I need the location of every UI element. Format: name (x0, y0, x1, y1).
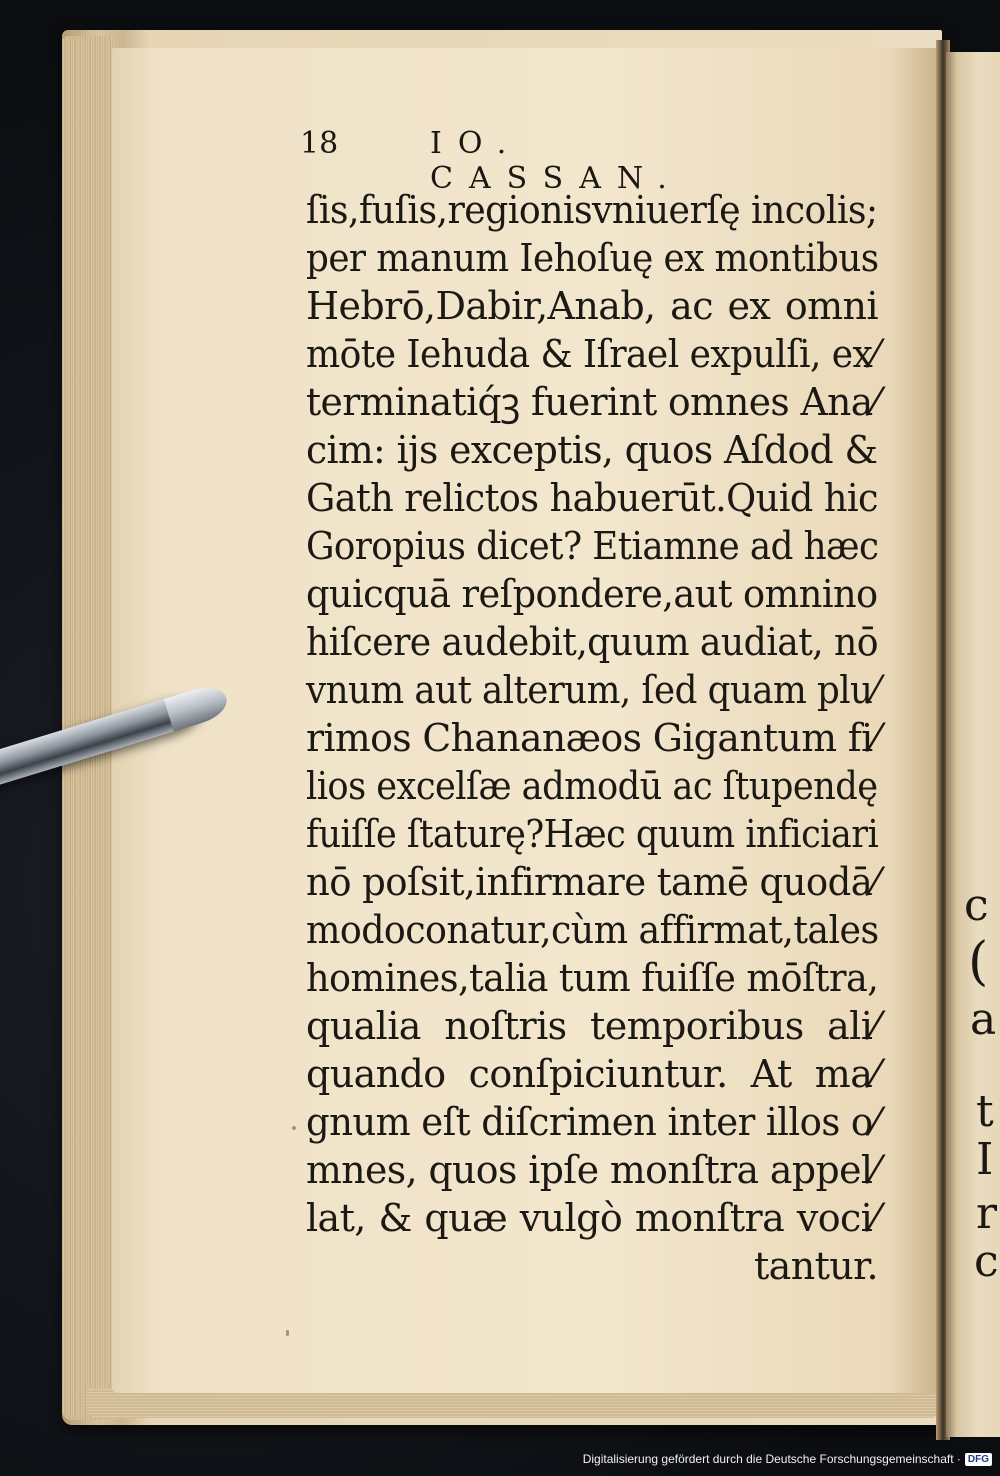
text-line: nō poſsit,infirmare tamē quodā⁄ (306, 860, 878, 904)
page-header (300, 126, 760, 196)
right-page-fragment: c (964, 880, 989, 931)
text-line: cim: ijs exceptis, quos Aſdod & (306, 428, 878, 472)
right-page-sliver (946, 52, 1000, 1437)
text-line: tantur. (753, 1244, 878, 1288)
footer-credit (583, 1452, 992, 1466)
text-line: lios excelſæ admodū ac ſtupendę (306, 764, 878, 808)
running-title: IO. CASSAN. (430, 126, 683, 196)
text-line: ſis,fuſis,regionisvniuerſę incolis; (306, 188, 878, 232)
right-page-fragment: t (976, 1086, 994, 1137)
body-text (306, 186, 878, 1290)
text-line: Gath relictos habuerūt.Quid hic (306, 476, 878, 520)
text-line: mnes, quos ipſe monſtra appel⁄ (306, 1148, 879, 1192)
text-line: rimos Chananæos Gigantum fi⁄ (306, 716, 879, 760)
right-page-fragment: r (976, 1188, 998, 1239)
text-line: Hebrō,Dabir,Anab, ac ex omni (306, 284, 878, 328)
text-line: gnum eſt diſcrimen inter illos o⁄ (306, 1100, 879, 1144)
footer-credit-text: Digitalisierung gefördert durch die Deutsche Forschungsgemeinschaft · (582, 1452, 961, 1466)
text-line: lat, & quæ vulgò monſtra voci⁄ (306, 1196, 878, 1240)
page-number: 18 (300, 126, 339, 161)
text-line: modoconatur,cùm affirmat,tales (306, 908, 879, 952)
text-line: fuiſſe ſtaturę?Hæc quum inficiari (306, 812, 879, 856)
text-line: mōte Iehuda & Iſrael expulſi, ex⁄ (306, 332, 878, 376)
text-line: qualia noſtris temporibus ali⁄ (306, 1004, 878, 1048)
right-page-fragment: a (970, 994, 997, 1045)
text-line: Goropius dicet? Etiamne ad hæc (306, 524, 879, 568)
text-line: terminatiq́ꝫ fuerint omnes Ana⁄ (306, 380, 879, 424)
text-line: homines,talia tum fuiſſe mōſtra, (306, 956, 879, 1000)
dfg-logo: DFG (965, 1453, 992, 1466)
right-page-fragment: I (976, 1134, 994, 1185)
text-line: quando conſpiciuntur. At ma⁄ (306, 1052, 878, 1096)
text-line: quicquā reſpondere,aut omnino (306, 572, 878, 616)
right-page-fragment: c (974, 1236, 999, 1287)
right-page-fragment: ( (968, 932, 989, 992)
text-line: vnum aut alterum, ſed quam plu⁄ (306, 668, 878, 712)
text-line: per manum Iehoſuę ex montibus (306, 236, 879, 280)
text-line: hiſcere audebit,quum audiat, nō (306, 620, 878, 664)
